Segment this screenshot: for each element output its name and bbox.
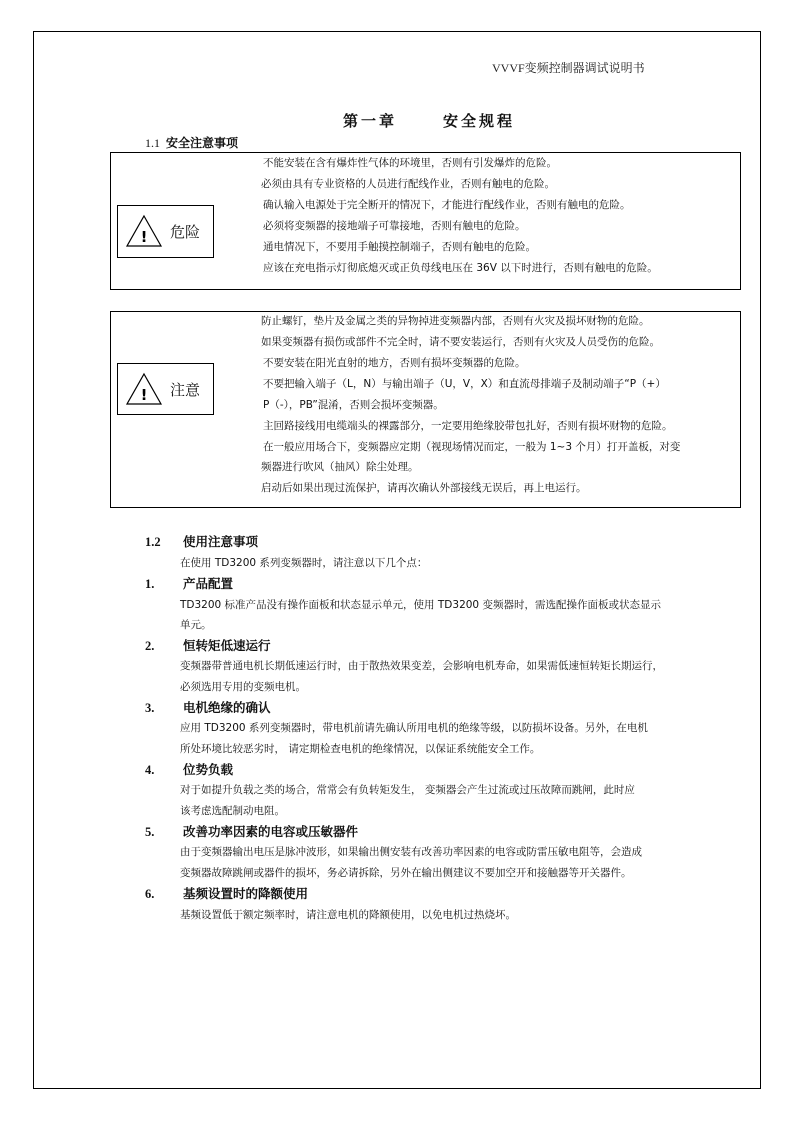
item-text: 应用 TD3200 系列变频器时，带电机前请先确认所用电机的绝缘等级，以防损坏设备。另外，在电机 bbox=[180, 722, 648, 734]
caution-line: 防止螺钉，垫片及金属之类的异物掉进变频器内部，否则有火灾及损坏财物的危险。 bbox=[261, 315, 650, 327]
caution-label: 注意 bbox=[170, 381, 201, 399]
danger-line: 必须由具有专业资格的人员进行配线作业，否则有触电的危险。 bbox=[261, 178, 555, 190]
caution-line: 如果变频器有损伤或部件不完全时，请不要安装运行，否则有火灾及人员受伤的危险。 bbox=[261, 336, 660, 348]
caution-line: 不要把输入端子（L，N）与输出端子（U，V，X）和直流母排端子及制动端子“P（+） bbox=[263, 378, 666, 390]
caution-label-box bbox=[117, 363, 214, 415]
item-text: 单元。 bbox=[180, 619, 212, 631]
item-text: 所处环境比较恶劣时， 请定期检查电机的绝缘情况，以保证系统能安全工作。 bbox=[180, 743, 541, 755]
caution-line: 在一般应用场合下，变频器应定期（视现场情况而定，一般为 1~3 个月）打开盖板，对变 bbox=[263, 441, 681, 453]
item-title: 产品配置 bbox=[183, 576, 234, 591]
svg-text:!: ! bbox=[140, 386, 148, 404]
item-number: 1. bbox=[145, 577, 155, 591]
danger-label-box bbox=[117, 205, 214, 258]
item-text: 变频器故障跳闸或器件的损坏，务必请拆除，另外在输出侧建议不要加空开和接触器等开关器件。 bbox=[180, 867, 632, 879]
document-header: VVVF变频控制器调试说明书 bbox=[492, 61, 645, 75]
danger-label: 危险 bbox=[170, 223, 201, 241]
item-heading bbox=[145, 574, 233, 592]
section-heading bbox=[145, 532, 258, 550]
item-number: 4. bbox=[145, 763, 155, 777]
warning-triangle-icon bbox=[125, 214, 163, 248]
item-text: 该考虑选配制动电阻。 bbox=[180, 805, 285, 817]
section-title: 安全注意事项 bbox=[166, 136, 239, 150]
item-heading bbox=[145, 760, 233, 778]
item-text: 对于如提升负载之类的场合，常常会有负转矩发生， 变频器会产生过流或过压故障而跳闸，此时应 bbox=[180, 784, 635, 796]
section-title: 使用注意事项 bbox=[183, 534, 259, 549]
item-title: 位势负载 bbox=[183, 762, 234, 777]
section-heading bbox=[145, 134, 238, 151]
caution-line: 主回路接线用电缆端头的裸露部分，一定要用绝缘胶带包扎好，否则有损坏财物的危险。 bbox=[263, 420, 673, 432]
warning-triangle-icon bbox=[125, 372, 163, 406]
svg-text:!: ! bbox=[140, 228, 148, 246]
item-title: 恒转矩低速运行 bbox=[183, 638, 271, 653]
caution-line: 启动后如果出现过流保护，请再次确认外部接线无误后，再上电运行。 bbox=[261, 482, 587, 494]
item-heading bbox=[145, 822, 358, 840]
item-heading bbox=[145, 884, 308, 902]
item-text: TD3200 标准产品没有操作面板和状态显示单元，使用 TD3200 变频器时，需选配操作面板或状态显示 bbox=[180, 599, 661, 611]
section-intro: 在使用 TD3200 系列变频器时，请注意以下几个点： bbox=[180, 557, 428, 569]
item-number: 6. bbox=[145, 887, 155, 901]
item-number: 3. bbox=[145, 701, 155, 715]
item-number: 5. bbox=[145, 825, 155, 839]
item-number: 2. bbox=[145, 639, 155, 653]
caution-line: 不要安装在阳光直射的地方，否则有损坏变频器的危险。 bbox=[263, 357, 526, 369]
caution-line: 频器进行吹风（抽风）除尘处理。 bbox=[261, 461, 419, 473]
item-title: 改善功率因素的电容或压敏器件 bbox=[183, 824, 359, 839]
danger-line: 通电情况下，不要用手触摸控制端子，否则有触电的危险。 bbox=[263, 241, 536, 253]
item-text: 基频设置低于额定频率时，请注意电机的降额使用，以免电机过热烧坏。 bbox=[180, 909, 516, 921]
section-number: 1.1 bbox=[145, 136, 160, 150]
item-title: 基频设置时的降额使用 bbox=[183, 886, 309, 901]
item-text: 由于变频器输出电压是脉冲波形，如果输出侧安装有改善功率因素的电容或防雷压敏电阻等，会造成 bbox=[180, 846, 642, 858]
danger-line: 不能安装在含有爆炸性气体的环境里，否则有引发爆炸的危险。 bbox=[263, 157, 557, 169]
item-text: 必须选用专用的变频电机。 bbox=[180, 681, 306, 693]
item-title: 电机绝缘的确认 bbox=[183, 700, 271, 715]
item-heading bbox=[145, 636, 271, 654]
chapter-title: 安全规程 bbox=[443, 112, 516, 130]
danger-line: 必须将变频器的接地端子可靠接地，否则有触电的危险。 bbox=[263, 220, 526, 232]
item-heading bbox=[145, 698, 271, 716]
danger-line: 应该在充电指示灯彻底熄灭或正负母线电压在 36V 以下时进行，否则有触电的危险。 bbox=[263, 262, 658, 274]
danger-line: 确认输入电源处于完全断开的情况下，才能进行配线作业，否则有触电的危险。 bbox=[263, 199, 631, 211]
section-number: 1.2 bbox=[145, 535, 161, 549]
chapter-number: 第一章 bbox=[343, 112, 398, 130]
item-text: 变频器带普通电机长期低速运行时，由于散热效果变差，会影响电机寿命，如果需低速恒转矩长期运行， bbox=[180, 660, 663, 672]
caution-line: P（-），PB”混淆，否则会损坏变频器。 bbox=[263, 399, 444, 411]
